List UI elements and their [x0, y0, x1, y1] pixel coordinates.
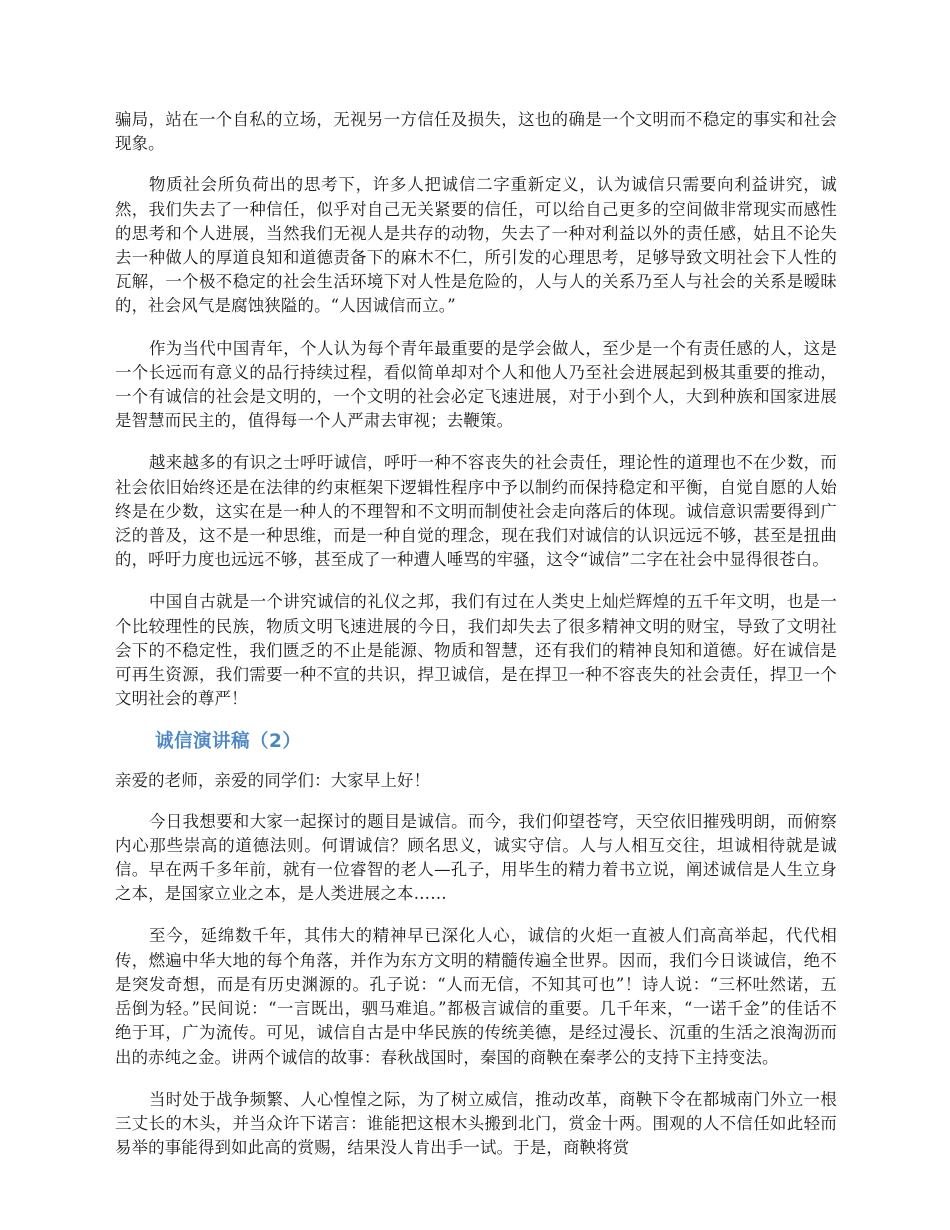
- paragraph: 物质社会所负荷出的思考下，许多人把诚信二字重新定义，认为诚信只需要向利益讲究，诚然，我们失去了一种信任，似乎对自己无关紧要的信任，可以给自己更多的空间做非常现实而感性的思考和个人进展，当然我们无视人是共存的动物，失去了一种对利益以外的责任感，姑且不论失去一种做人的厚道良知和道德责备下的麻木不仁，所引发的心理思考，足够导致文明社会下人性的瓦解，一个极不稳定的社会生活环境下对人性是危险的，人与人的关系乃至人与社会的关系是暧昧的，社会风气是腐蚀狭隘的。“人因诚信而立。”: [115, 175, 837, 316]
- paragraph: 越来越多的有识之士呼吁诚信，呼吁一种不容丧失的社会责任，理论性的道理也不在少数，而社会依旧始终还是在法律的约束框架下逻辑性程序中予以制约而保持稳定和平衡，自觉自愿的人始终是在少数，这实在是一种人的不理智和不文明而制使社会走向落后的体现。诚信意识需要得到广泛的普及，这不是一种思维，而是一种自觉的理念，现在我们对诚信的认识远远不够，甚至是扭曲的，呼吁力度也远远不够，甚至成了一种遭人唾骂的牢骚，这令“诚信”二字在社会中显得很苍白。: [115, 453, 837, 570]
- paragraph-continuation: 骗局，站在一个自私的立场，无视另一方信任及损失，这也的确是一个文明而不稳定的事实和社会现象。: [115, 110, 837, 154]
- paragraph: 当时处于战争频繁、人心惶惶之际，为了树立威信，推动改革，商鞅下令在都城南门外立一根三丈长的木头，并当众许下诺言：谁能把这根木头搬到北门，赏金十两。围观的人不信任如此轻而易举的事能得到如此高的赏赐，结果没人肯出手一试。于是，商鞅将赏: [115, 1089, 837, 1158]
- section-heading: 诚信演讲稿（2）: [155, 731, 302, 753]
- document-page: [115, 108, 837, 1178]
- paragraph: 今日我想要和大家一起探讨的题目是诚信。而今，我们仰望苍穹，天空依旧摧残明朗，而俯察内心那些崇高的道德法则。何谓诚信？顾名思义，诚实守信。人与人相互交往，坦诚相待就是诚信。早在两千多年前，就有一位睿智的老人—孔子，用毕生的精力着书立说，阐述诚信是人生立身之本，是国家立业之本，是人类进展之本……: [115, 811, 837, 904]
- salutation: 亲爱的老师，亲爱的同学们：大家早上好！: [115, 771, 431, 791]
- paragraph: 中国自古就是一个讲究诚信的礼仪之邦，我们有过在人类史上灿烂辉煌的五千年文明，也是一个比较理性的民族，物质文明飞速进展的今日，我们却失去了很多精神文明的财宝，导致了文明社会下的不稳定性，我们匮乏的不止是能源、物质和智慧，还有我们的精神良知和道德。好在诚信是可再生资源，我们需要一种不宣的共识，捍卫诚信，是在捍卫一种不容丧失的社会责任，捍卫一个文明社会的尊严！: [115, 592, 837, 709]
- paragraph: 作为当代中国青年，个人认为每个青年最重要的是学会做人，至少是一个有责任感的人，这是一个长远而有意义的品行持续过程，看似简单却对个人和他人乃至社会进展起到极其重要的推动，一个有诚信的社会是文明的，一个文明的社会必定飞速进展，对于小到个人，大到种族和国家进展是智慧而民主的，值得每一个人严肃去审视；去鞭策。: [115, 338, 837, 431]
- paragraph: 至今，延绵数千年，其伟大的精神早已深化人心，诚信的火炬一直被人们高高举起，代代相传，燃遍中华大地的每个角落，并作为东方文明的精髓传遍全世界。因而，我们今日谈诚信，绝不是突发奇想，而是有历史渊源的。孔子说：“人而无信，不知其可也”！诗人说：“三杯吐然诺，五岳倒为轻。”民间说：“一言既出，驷马难追。”都极言诚信的重要。几千年来，“一诺千金”的佳话不绝于耳，广为流传。可见，诚信自古是中华民族的传统美德，是经过漫长、沉重的生活之浪淘沥而出的赤纯之金。讲两个诚信的故事：春秋战国时，秦国的商鞅在秦孝公的支持下主持变法。: [115, 926, 837, 1067]
